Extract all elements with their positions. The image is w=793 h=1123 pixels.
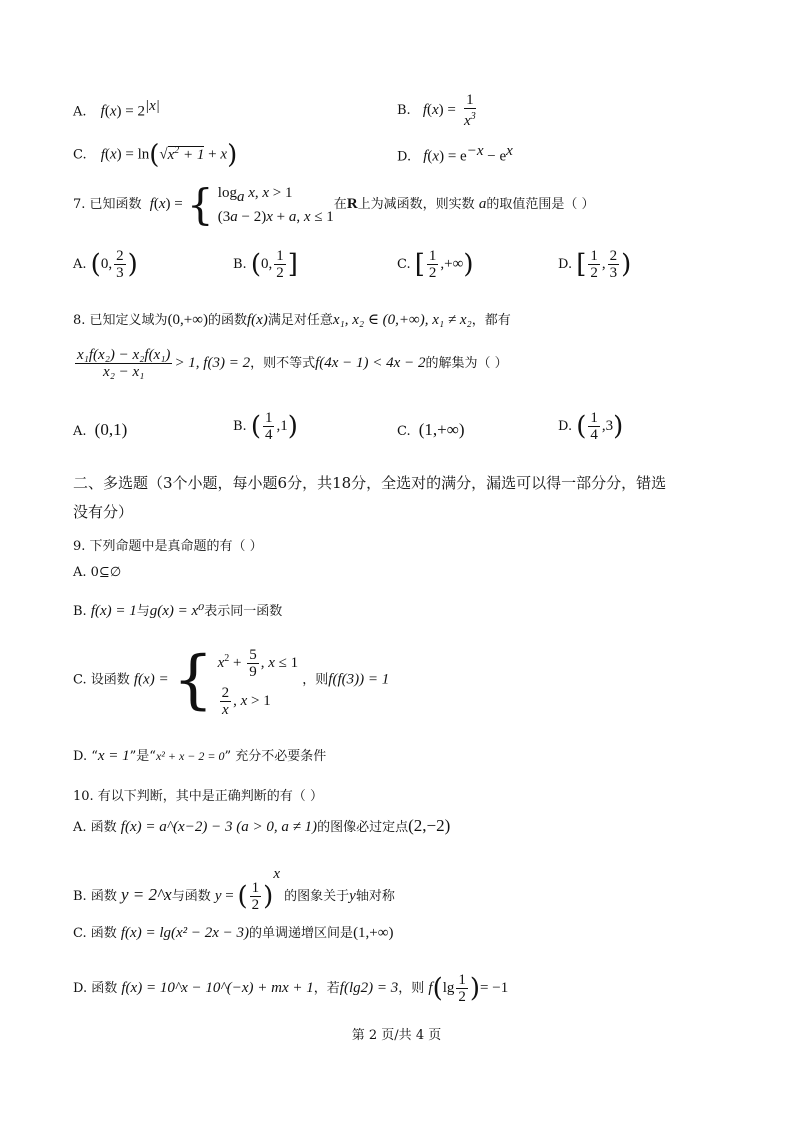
- option-label: D. “: [73, 749, 98, 764]
- q8-option-a: [73, 420, 127, 440]
- q8-option-d: D. ( $\frac{1}{4}$ ,3): [558, 410, 624, 443]
- option-label: A. 函数: [73, 820, 117, 835]
- q8-stem-line1: [73, 309, 511, 329]
- option-label: C.: [73, 147, 87, 163]
- option-expr: (0,1): [94, 420, 128, 439]
- option-label: C.: [397, 424, 411, 439]
- option-label: A.: [73, 257, 87, 272]
- option-label: A.: [73, 424, 87, 439]
- q8-text: ，都有: [471, 313, 511, 328]
- section-title: 二、多选题（3个小题，每小题6分，共18分，全选对的满分，漏选可以得一部分分，错选: [73, 474, 667, 492]
- q8-option-c: [397, 420, 465, 440]
- q6-option-a: A. $f(x) = 2^{|x|}$: [73, 98, 160, 120]
- q10-b-tail2: 轴对称: [355, 889, 395, 904]
- q10-a-expr: f(x) = a^(x−2) − 3 (a > 0, a ≠ 1): [120, 819, 318, 835]
- q8-inequality: f(4x − 1) < 4x − 2: [315, 355, 426, 371]
- q7-option-d: D. [ $\frac{1}{2}$ , $\frac{2}{3}$ ): [558, 248, 632, 281]
- option-label: B.: [397, 103, 411, 118]
- q8-text: ，则不等式: [250, 356, 316, 371]
- q10-stem: 10. 有以下判断，其中是正确判断的有（ ）: [73, 789, 323, 804]
- q10-c-tail: 的单调递增区间是: [249, 926, 354, 941]
- q9-c-tail: ，则: [302, 672, 329, 688]
- option-label: D.: [397, 149, 412, 165]
- option-label: B. 函数: [73, 889, 117, 904]
- option-label: C.: [397, 257, 411, 272]
- option-label: B.: [73, 604, 87, 619]
- q9-stem: 9. 下列命题中是真命题的有（ ）: [73, 539, 263, 554]
- q8-fx: f(x): [246, 312, 268, 328]
- q8-text: 满足对任意: [267, 313, 333, 328]
- q6-option-d: D. $f(x) = e^{-x} - e^x$: [397, 143, 513, 165]
- option-label: D.: [558, 257, 573, 272]
- q7-stem: 7. 已知函数 f(x) = { $\log_a x$, x > 1 (3a − 2)x + a, x ≤ 1 在R上为减函数，则实数 a的取值范围是（ ）: [73, 180, 595, 229]
- q10-a-tail: 的图像必过定点: [317, 820, 409, 835]
- q8-text: 已知定义域为: [89, 313, 168, 328]
- q10-b-expr1: y = 2^x: [120, 885, 172, 904]
- q10-b-mid: 与函数: [171, 889, 211, 904]
- q9-option-d: [73, 745, 326, 765]
- question-number: 8.: [73, 313, 86, 328]
- q10-b-axis: y: [349, 888, 356, 904]
- q10-d-cond: f(lg2) = 3: [339, 980, 399, 996]
- option-label: D.: [558, 419, 573, 434]
- q9-c-result: f(f(3)) = 1: [328, 671, 390, 688]
- q9-option-a: A. 0⊆∅: [73, 565, 122, 580]
- q7-suffix-pre: 在: [333, 197, 347, 212]
- q9-option-c: C. 设函数 f(x) = { $x^2$ + $\frac{5}{9}$ , x ≤ 1 $\frac{2}{x}$ , x > 1 ，则f(f(3)) = 1: [73, 640, 389, 720]
- q10-option-a: [73, 816, 450, 836]
- q9-piecewise: $x^2$ + $\frac{5}{9}$ , x ≤ 1 $\frac{2}{x}$ , x > 1: [217, 647, 299, 719]
- option-label: D. 函数: [73, 981, 118, 996]
- q10-c-interval: (1,+∞): [353, 925, 394, 941]
- q10-option-b: B. 函数 y = 2^x与函数 y = ( $\frac{1}{2}$ )$^x$ 的图象关于y轴对称: [73, 866, 395, 913]
- q9-b-expr1: f(x) = 1: [90, 603, 137, 619]
- q8-text: 的解集为（ ）: [425, 356, 508, 371]
- q8-denominator: x₂ − x₁: [103, 364, 145, 380]
- question-number: 7.: [73, 197, 86, 212]
- option-expr: (1,+∞): [418, 420, 465, 439]
- q7-piecewise: $\log_a x$, x > 1 (3a − 2)x + a, x ≤ 1: [217, 184, 334, 225]
- q6-option-c: C. $f(x) = \ln(√x^2 + 1 + x)$: [73, 140, 238, 170]
- q8-fraction: [75, 347, 172, 380]
- q7-var: a: [478, 196, 487, 212]
- section-title-cont: 没有分）: [73, 503, 134, 521]
- q7-option-a: A. (0, $\frac{2}{3}$ ): [73, 248, 138, 281]
- option-label: B.: [233, 419, 247, 434]
- q8-condition-rest: > 1, f(3) = 2: [174, 355, 251, 371]
- q7-prefix: 已知函数: [89, 197, 142, 212]
- q9-d-expr1: x = 1: [97, 748, 130, 764]
- q8-domain: (0,+∞): [167, 312, 208, 328]
- q8-option-b: B. ( $\frac{1}{4}$ ,1): [233, 410, 298, 443]
- q9-b-tail: 表示同一函数: [204, 604, 283, 619]
- q10-option-d: D. 函数 f(x) = 10^x − 10^(−x) + mx + 1，若f(lg2) = 3，则 f(lg $\frac{1}{2}$ )= −1: [73, 972, 509, 1005]
- q8-condition: x₁, x₂ ∈ (0,+∞), x₁ ≠ x₂: [332, 312, 472, 328]
- option-label: C. 函数: [73, 926, 117, 941]
- q9-c-fx: f(x) =: [133, 671, 169, 688]
- q7-option-c: C. [ $\frac{1}{2}$ ,+∞): [397, 248, 474, 281]
- q7-suffix: 上为减函数，则实数: [357, 197, 475, 212]
- q9-option-b: [73, 600, 282, 620]
- q9-b-mid: 与: [136, 604, 150, 619]
- q10-option-c: [73, 922, 393, 942]
- q8-numerator: x₁f(x₂) − x₂f(x₁): [77, 347, 171, 363]
- page-footer: 第 2 页/共 4 页: [351, 1028, 442, 1043]
- q10-c-expr: f(x) = lg(x² − 2x − 3): [120, 925, 250, 941]
- option-label: B.: [233, 257, 247, 272]
- q10-b-tail: 的图象关于: [284, 889, 350, 904]
- q7-option-b: B. (0, $\frac{1}{2}$ ]: [233, 248, 298, 281]
- q7-tail: 的取值范围是（ ）: [486, 197, 595, 212]
- q9-d-expr2: x² + x − 2 = 0: [155, 749, 225, 763]
- q10-a-point: (2,−2): [408, 816, 451, 835]
- option-label: C. 设函数: [73, 672, 130, 688]
- q6-option-b: B. f(x) = $\frac{1}{x^3}$: [397, 92, 476, 129]
- q10-d-expr: f(x) = 10^x − 10^(−x) + mx + 1: [121, 980, 314, 996]
- q8-text: 的函数: [207, 313, 247, 328]
- q9-b-expr2: g(x) = x⁰: [149, 603, 205, 619]
- real-set-symbol: R: [346, 196, 358, 212]
- q9-d-tail: ” 充分不必要条件: [224, 749, 327, 764]
- q8-stem-line2: [73, 347, 508, 380]
- q9-d-mid: ”是“: [129, 749, 156, 764]
- q10-d-mid: ，若: [313, 981, 340, 996]
- q10-d-tail: ，则: [398, 981, 425, 996]
- option-label: A.: [73, 104, 87, 120]
